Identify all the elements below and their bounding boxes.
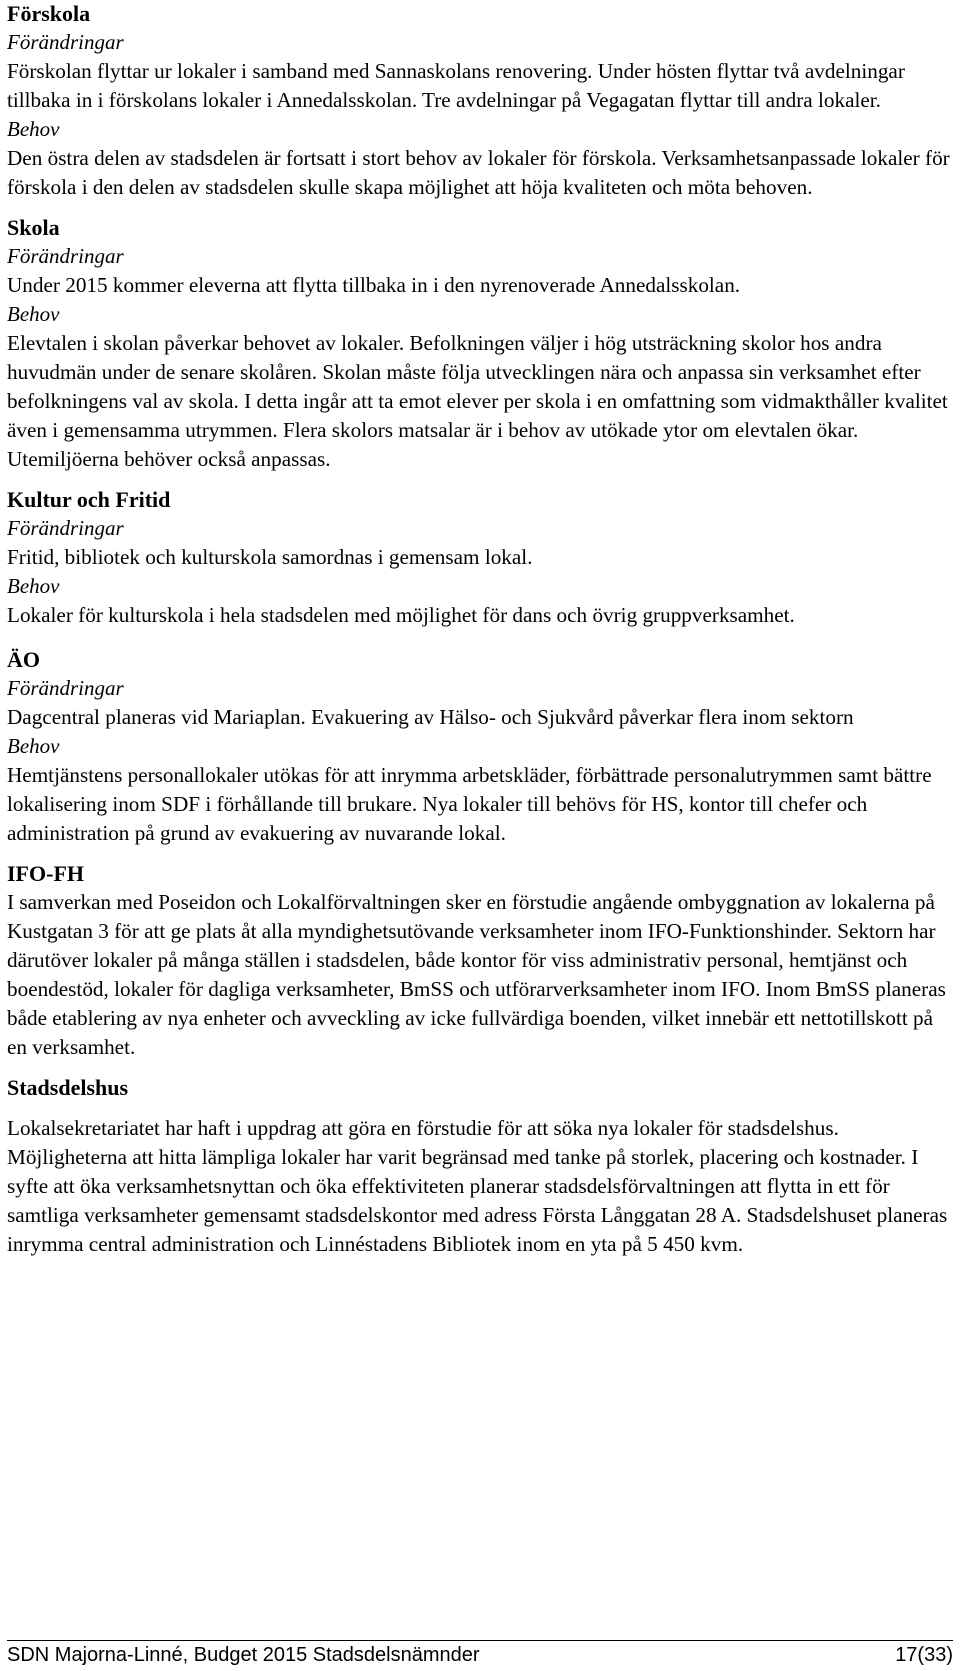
paragraph: Lokaler för kulturskola i hela stadsdelen med möjlighet för dans och övrig gruppverksamhet.	[7, 603, 795, 627]
page-number: 17(33)	[895, 1644, 953, 1666]
paragraph: I samverkan med Poseidon och Lokalförvaltningen sker en förstudie angående ombyggnation av lokalerna på Kustgatan 3 för att ge plats åt alla myndighetsutövande verksamheter inom IFO-Funktionshinder. Sektorn har därutöver lokaler på många ställen i stadsdelen, både kontor för viss administrativ personal, hemtjänst och boendestöd, lokaler för dagliga verksamheter, BmSS och utförarverksamheter inom IFO. Inom BmSS planeras både etablering av nya enheter och avveckling av icke fullvärdiga boenden, vilket innebär ett nettotillskott på en verksamhet.	[7, 890, 946, 1059]
section-heading: Förskola	[7, 1, 91, 26]
paragraph: Hemtjänstens personallokaler utökas för att inrymma arbetskläder, förbättrade personalutrymmen samt bättre lokalisering inom SDF i förhållande till brukare. Nya lokaler till behövs för HS, kontor till chefer och administration på grund av evakuering av nuvarande lokal.	[7, 763, 932, 845]
paragraph: Dagcentral planeras vid Mariaplan. Evakuering av Hälso- och Sjukvård påverkar flera inom sektorn	[7, 705, 854, 729]
paragraph: Under 2015 kommer eleverna att flytta tillbaka in i den nyrenoverade Annedalsskolan.	[7, 273, 741, 297]
subheading-forandringar: Förändringar	[7, 30, 124, 54]
footer-title: SDN Majorna-Linné, Budget 2015 Stadsdelsnämnder	[7, 1644, 480, 1666]
section-skola	[7, 214, 953, 474]
document-page	[7, 0, 953, 1259]
subheading-behov: Behov	[7, 117, 60, 141]
subheading-forandringar: Förändringar	[7, 244, 124, 268]
paragraph: Den östra delen av stadsdelen är fortsatt i stort behov av lokaler för förskola. Verksamhetsanpassade lokaler för förskola i den delen av stadsdelen skulle skapa möjlighet att höja kvaliteten och möta behoven.	[7, 146, 950, 199]
section-heading: ÄO	[7, 647, 40, 672]
paragraph: Förskolan flyttar ur lokaler i samband med Sannaskolans renovering. Under hösten flyttar två avdelningar tillbaka in i förskolans lokaler i Annedalsskolan. Tre avdelningar på Vegagatan flyttar till andra lokaler.	[7, 59, 905, 112]
section-heading: Kultur och Fritid	[7, 487, 171, 512]
section-ifo-fh	[7, 860, 953, 1062]
section-forskola	[7, 0, 953, 202]
subheading-behov: Behov	[7, 734, 60, 758]
subheading-behov: Behov	[7, 302, 60, 326]
section-heading: Skola	[7, 215, 60, 240]
subheading-behov: Behov	[7, 574, 60, 598]
page-footer	[7, 1640, 953, 1669]
subheading-forandringar: Förändringar	[7, 516, 124, 540]
paragraph: Fritid, bibliotek och kulturskola samordnas i gemensam lokal.	[7, 545, 533, 569]
paragraph: Lokalsekretariatet har haft i uppdrag att göra en förstudie för att söka nya lokaler för stadsdelshus. Möjligheterna att hitta lämpliga lokaler har varit begränsad med tanke på storlek, placering och kostnader. I syfte att öka verksamhetsnyttan och öka effektiviteten planerar stadsdelsförvaltningen att flytta in ett för samtliga verksamheter gemensamt stadsdelskontor med adress Första Långgatan 28 A. Stadsdelshuset planeras inrymma central administration och Linnéstadens Bibliotek inom en yta på 5 450 kvm.	[7, 1116, 948, 1256]
paragraph: Elevtalen i skolan påverkar behovet av lokaler. Befolkningen väljer i hög utsträckning skolor hos andra huvudmän under de senare skolåren. Skolan måste följa utvecklingen nära och anpassa sin verksamhet efter befolkningens val av skola. I detta ingår att ta emot elever per skola i en omfattning som vidmakthåller kvalitet även i gemensamma utrymmen. Flera skolors matsalar är i behov av utökade ytor om elevtalen ökar. Utemiljöerna behöver också anpassas.	[7, 331, 948, 471]
subheading-forandringar: Förändringar	[7, 676, 124, 700]
section-stadsdelshus	[7, 1074, 953, 1259]
section-heading: Stadsdelshus	[7, 1075, 129, 1100]
section-kultur-och-fritid	[7, 486, 953, 630]
section-heading: IFO-FH	[7, 861, 84, 886]
section-ao	[7, 646, 953, 848]
